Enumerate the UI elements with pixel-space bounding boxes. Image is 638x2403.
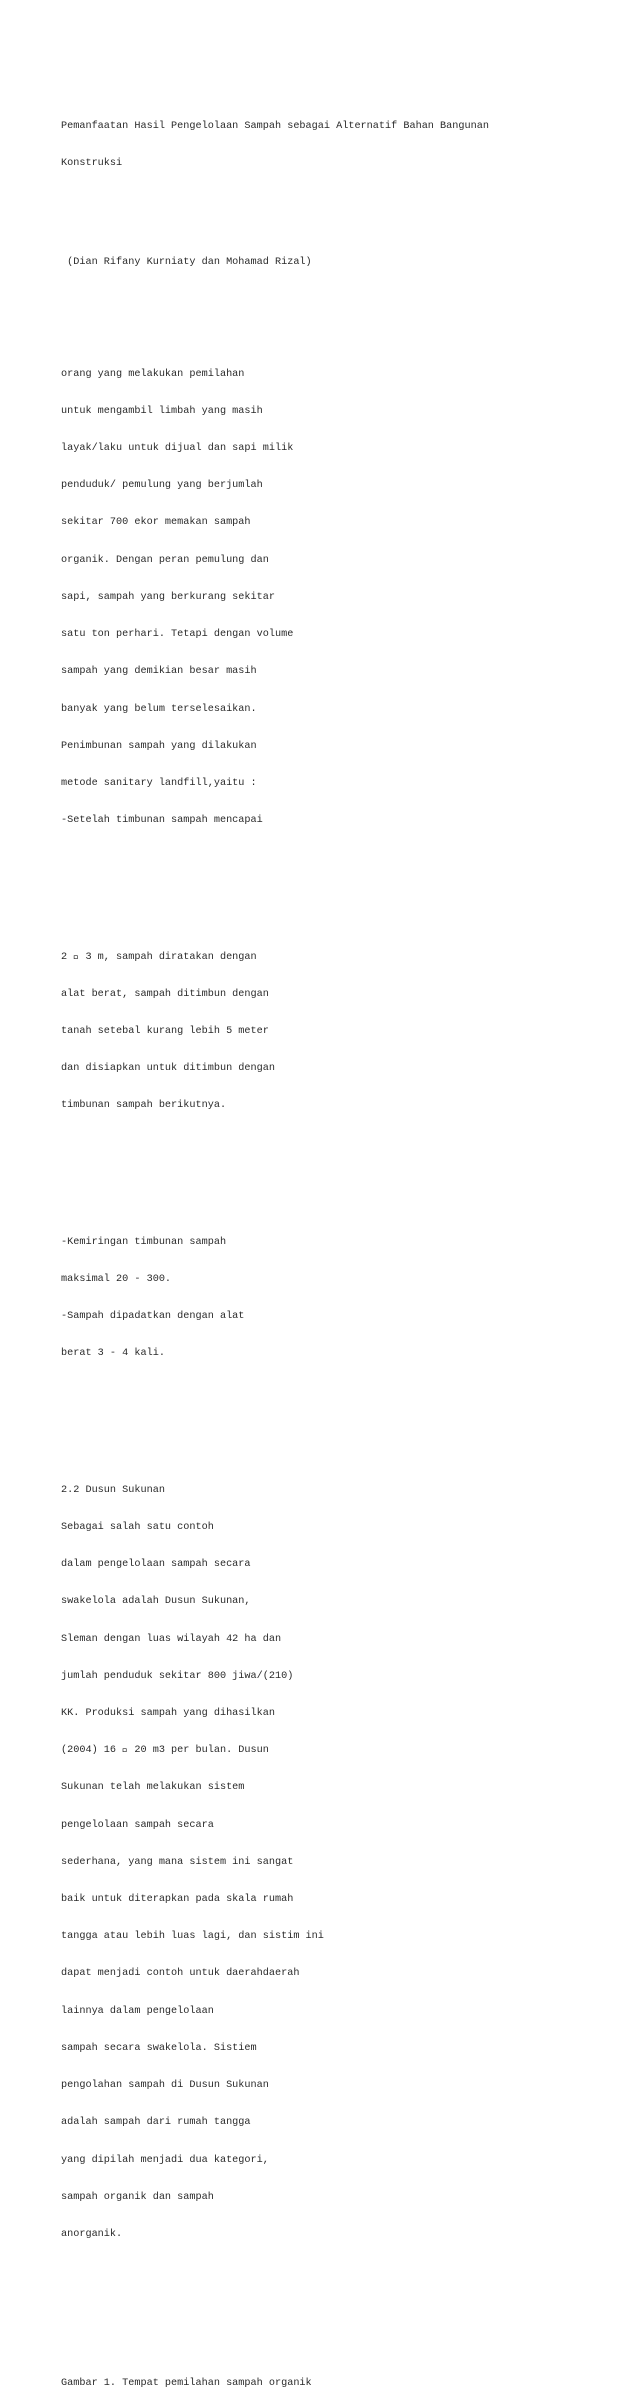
text-line: metode sanitary landfill,yaitu : — [61, 777, 257, 789]
text-line: tangga atau lebih luas lagi, dan sistim ini — [61, 1931, 324, 1943]
text-line: timbunan sampah berikutnya. — [61, 1100, 227, 1112]
text-line: -Setelah timbunan sampah mencapai — [61, 815, 263, 827]
text-line: untuk mengambil limbah yang masih — [61, 405, 263, 417]
paragraph-2 — [61, 927, 601, 1138]
text-line: tanah setebal kurang lebih 5 meter — [61, 1025, 269, 1037]
text-line: baik untuk diterapkan pada skala rumah — [61, 1894, 294, 1906]
text-line: jumlah penduduk sekitar 800 jiwa/(210) — [61, 1670, 294, 1682]
text-line: anorganik. — [61, 2228, 123, 2240]
text-line: sederhana, yang mana sistem ini sangat — [61, 1856, 294, 1868]
text-line: Penimbunan sampah yang dilakukan — [61, 740, 257, 752]
text-line: penduduk/ pemulung yang berjumlah — [61, 480, 263, 492]
text-line: Sukunan telah melakukan sistem — [61, 1782, 245, 1794]
text-line: lainnya dalam pengelolaan — [61, 2005, 214, 2017]
text-line: satu ton perhari. Tetapi dengan volume — [61, 629, 294, 641]
paragraph-1 — [61, 344, 601, 852]
text-line: banyak yang belum terselesaikan. — [61, 703, 257, 715]
text-line: organik. Dengan peran pemulung dan — [61, 554, 269, 566]
spacer — [61, 220, 601, 232]
spacer — [61, 294, 601, 306]
spacer — [61, 1410, 601, 1422]
text-line: sapi, sampah yang berkurang sekitar — [61, 591, 275, 603]
figure-caption: Gambar 1. Tempat pemilahan sampah organik — [61, 2377, 312, 2389]
text-line: layak/laku untuk dijual dan sapi milik — [61, 443, 294, 455]
text-line: berat 3 - 4 kali. — [61, 1348, 165, 1360]
text-line: sampah organik dan sampah — [61, 2191, 214, 2203]
text-line: KK. Produksi sampah yang dihasilkan — [61, 1708, 275, 1720]
text-line: -Kemiringan timbunan sampah — [61, 1236, 227, 1248]
text-line: alat berat, sampah ditimbun dengan — [61, 988, 269, 1000]
paragraph-4 — [61, 1460, 601, 2266]
document-page — [61, 71, 601, 2403]
text-line: Sebagai salah satu contoh — [61, 1522, 214, 1534]
text-line: (2004) 16 20 m3 per bulan. Dusun — [61, 1745, 269, 1757]
text-line: Sleman dengan luas wilayah 42 ha dan — [61, 1633, 282, 1645]
document-authors: (Dian Rifany Kurniaty dan Mohamad Rizal) — [61, 257, 312, 269]
document-title — [61, 96, 601, 195]
spacer — [61, 1162, 601, 1174]
text-line: pengelolaan sampah secara — [61, 1819, 214, 1831]
spacer — [61, 2328, 601, 2340]
text-line: yang dipilah menjadi dua kategori, — [61, 2154, 269, 2166]
spacer — [61, 2291, 601, 2303]
text-line: adalah sampah dari rumah tangga — [61, 2117, 251, 2129]
text-line: sampah yang demikian besar masih — [61, 666, 257, 678]
title-line: Konstruksi — [61, 157, 123, 169]
section-heading: 2.2 Dusun Sukunan — [61, 1484, 165, 1496]
text-line: dapat menjadi contoh untuk daerahdaerah — [61, 1968, 300, 1980]
text-line: 2 3 m, sampah diratakan dengan — [61, 951, 257, 963]
spacer — [61, 877, 601, 889]
text-line: orang yang melakukan pemilahan — [61, 368, 245, 380]
title-line: Pemanfaatan Hasil Pengelolaan Sampah sebagai Alternatif Bahan Bangunan — [61, 120, 489, 132]
text-line: sampah secara swakelola. Sistiem — [61, 2042, 257, 2054]
text-line: dan disiapkan untuk ditimbun dengan — [61, 1063, 275, 1075]
text-line: sekitar 700 ekor memakan sampah — [61, 517, 251, 529]
paragraph-3 — [61, 1212, 601, 1386]
text-line: maksimal 20 - 300. — [61, 1274, 172, 1285]
text-line: dalam pengelolaan sampah secara — [61, 1559, 251, 1571]
text-line: pengolahan sampah di Dusun Sukunan — [61, 2080, 269, 2092]
text-line: -Sampah dipadatkan dengan alat — [61, 1311, 245, 1323]
text-line: swakelola adalah Dusun Sukunan, — [61, 1596, 251, 1608]
